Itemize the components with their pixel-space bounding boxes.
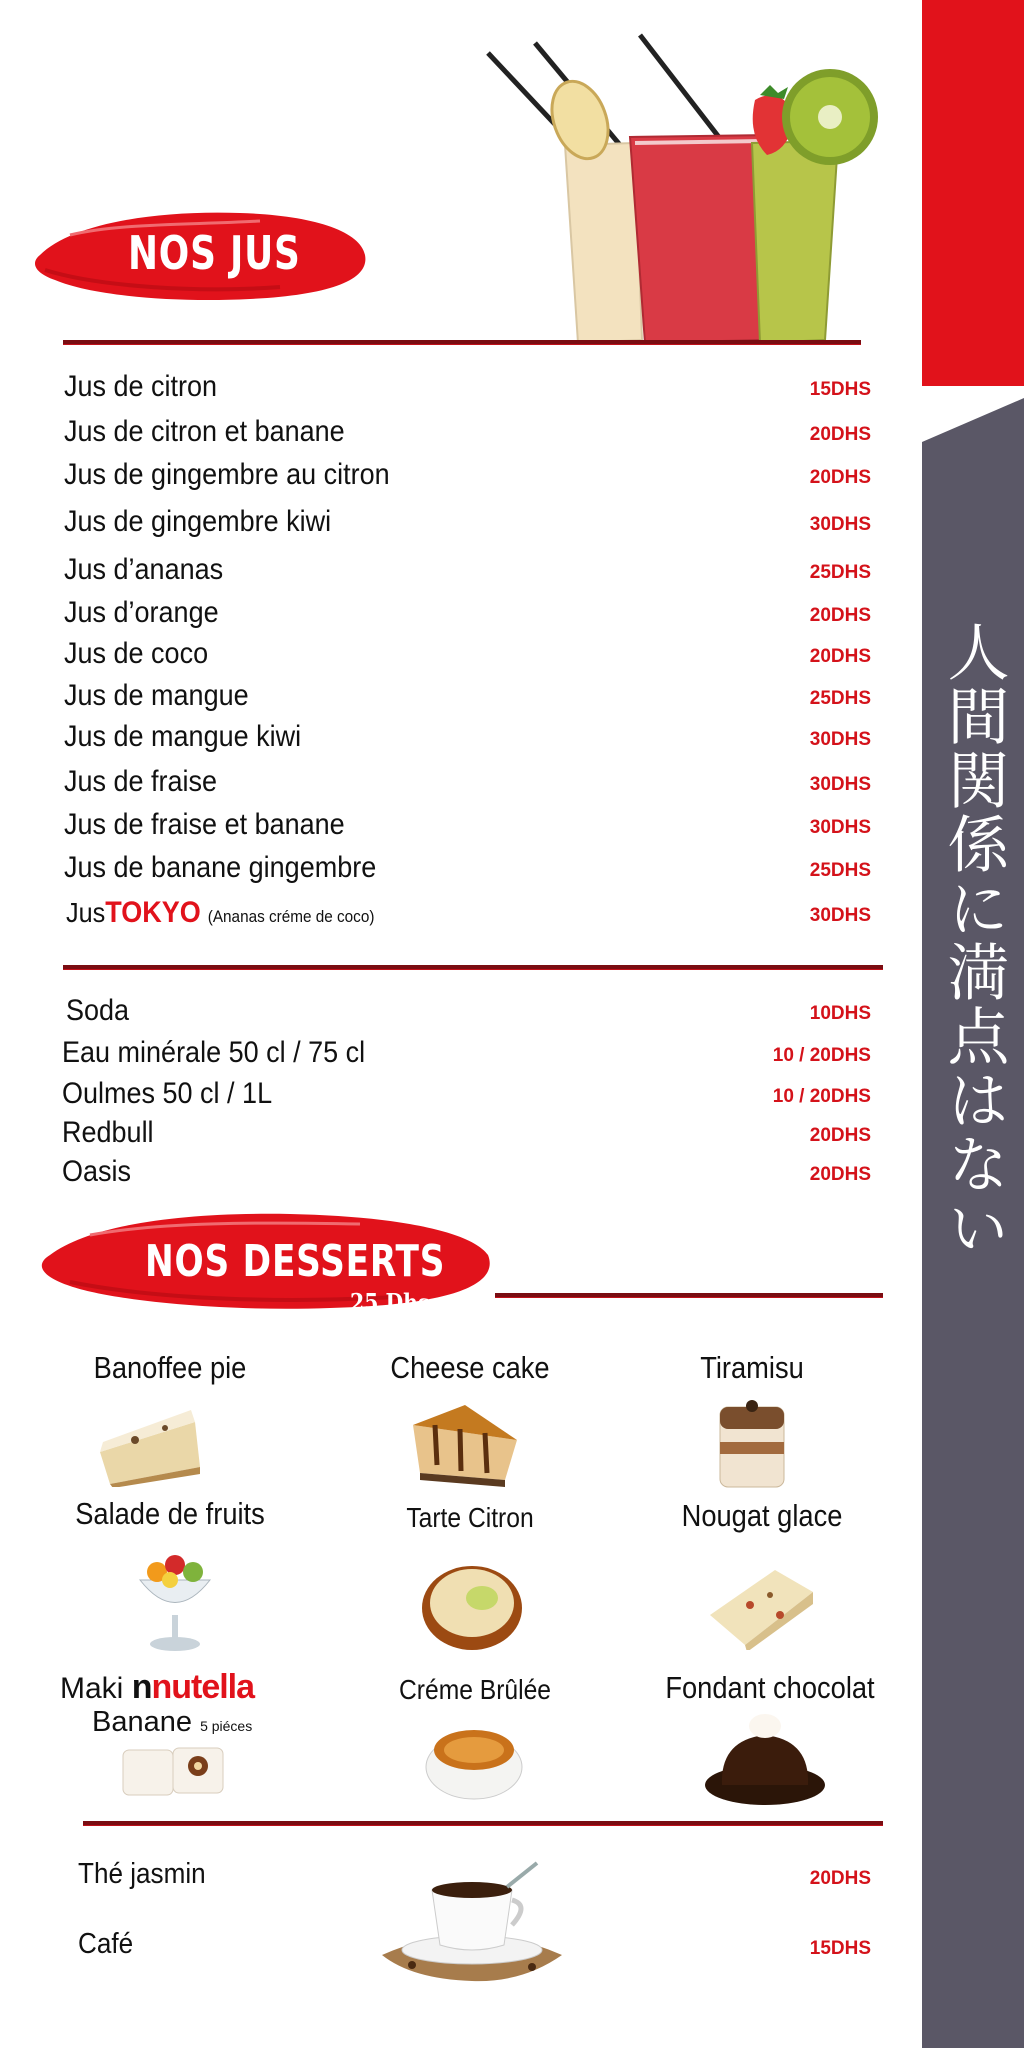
drink-item-price: 10DHS [809,1003,871,1024]
juice-item-name: Jus de banane gingembre [64,851,377,884]
drink-item-price: 20DHS [809,1164,871,1185]
nutella-brand: nnutella [131,1668,255,1706]
hot-drink-cafe: Café [78,1928,134,1960]
juice-item-name: Jus de citron [64,370,218,403]
juice-item-name: Jus de citron et banane [64,415,345,448]
drink-item-price: 10 / 20DHS [772,1086,871,1107]
juice-item-name: Jus de gingembre au citron [64,458,390,491]
juice-item-price: 30DHS [809,774,871,795]
maki-label: Maki [60,1672,124,1705]
maki-line2 [92,1706,252,1739]
dessert-fondant-chocolat: Fondant chocolat [665,1670,875,1705]
nougat-glace-image [705,1560,815,1650]
dessert-tiramisu: Tiramisu [700,1350,804,1385]
drink-item-name: Soda [66,994,130,1027]
hot-drinks-rule [83,1821,883,1826]
hot-drink-the-jasmin: Thé jasmin [78,1858,206,1890]
juice-item-name: Jus de mangue [64,679,249,712]
juice-item-name: Jus de fraise [64,765,218,798]
juice-special-prefix: Jus [66,897,106,928]
juices-top-rule [63,340,861,345]
desserts-rule [495,1293,883,1298]
drink-item-price: 20DHS [809,1125,871,1146]
juice-item-name: Jus de coco [64,637,209,670]
side-band-red [922,0,1024,386]
dessert-cheese-cake: Cheese cake [390,1350,550,1385]
juice-glasses-image [470,25,900,345]
salade-de-fruits-image [135,1540,215,1655]
juice-item-price: 30DHS [809,729,871,750]
maki-nutella-image [118,1740,228,1800]
desserts-header: NOS DESSERTS [145,1236,446,1287]
drink-item-name: Eau minérale 50 cl / 75 cl [62,1036,366,1069]
dessert-banoffee-pie: Banoffee pie [93,1350,247,1385]
dessert-tarte-citron: Tarte Citron [406,1502,534,1533]
juice-special-price: 30DHS [809,905,871,926]
drink-item-name: Oasis [62,1155,132,1188]
juice-item-price: 20DHS [809,467,871,488]
dessert-creme-brulee: Créme Brûlée [398,1674,551,1705]
coffee-cup-image [372,1855,572,1985]
juice-item-price: 25DHS [809,688,871,709]
maki-banane: Banane [92,1706,192,1738]
drink-item-name: Redbull [62,1116,154,1149]
juice-item-name: Jus de mangue kiwi [64,720,302,753]
desserts-price: 25 Dhs [350,1288,430,1317]
juice-item-name: Jus de fraise et banane [64,808,345,841]
cheese-cake-image [405,1395,525,1490]
tiramisu-image [712,1392,792,1492]
juice-item-price: 25DHS [809,562,871,583]
dessert-nougat-glace: Nougat glace [681,1498,843,1533]
juice-item-price: 30DHS [809,817,871,838]
drink-item-price: 10 / 20DHS [772,1045,871,1066]
drink-item-name: Oulmes 50 cl / 1L [62,1077,273,1110]
juices-header: NOS JUS [128,226,301,280]
creme-brulee-image [422,1712,527,1807]
maki-note: 5 piéces [200,1718,253,1734]
juice-item-price: 20DHS [809,424,871,445]
juice-item-name: Jus de gingembre kiwi [64,505,332,538]
juice-item-name: Jus d’ananas [64,553,224,586]
juice-item-price: 30DHS [809,514,871,535]
hot-drink-cafe-price: 15DHS [809,1938,871,1959]
juice-item-price: 15DHS [809,379,871,400]
juice-item-name: Jus d’orange [64,596,219,629]
dessert-maki-nutella [60,1668,254,1707]
dessert-salade-de-fruits: Salade de fruits [75,1496,265,1531]
banoffee-pie-image [95,1392,205,1487]
hot-drink-the-jasmin-price: 20DHS [809,1868,871,1889]
juice-item-price: 25DHS [809,860,871,881]
juice-special-detail: (Ananas créme de coco) [207,907,375,926]
juice-special-item [66,896,374,930]
tarte-citron-image [420,1558,525,1653]
side-band-text: 人間関係に満点はない [937,620,1010,1260]
fondant-chocolat-image [700,1710,830,1810]
juice-item-price: 20DHS [809,646,871,667]
juices-bottom-rule [63,965,883,970]
juice-item-price: 20DHS [809,605,871,626]
tokyo-brand: TOKYO [105,896,201,929]
